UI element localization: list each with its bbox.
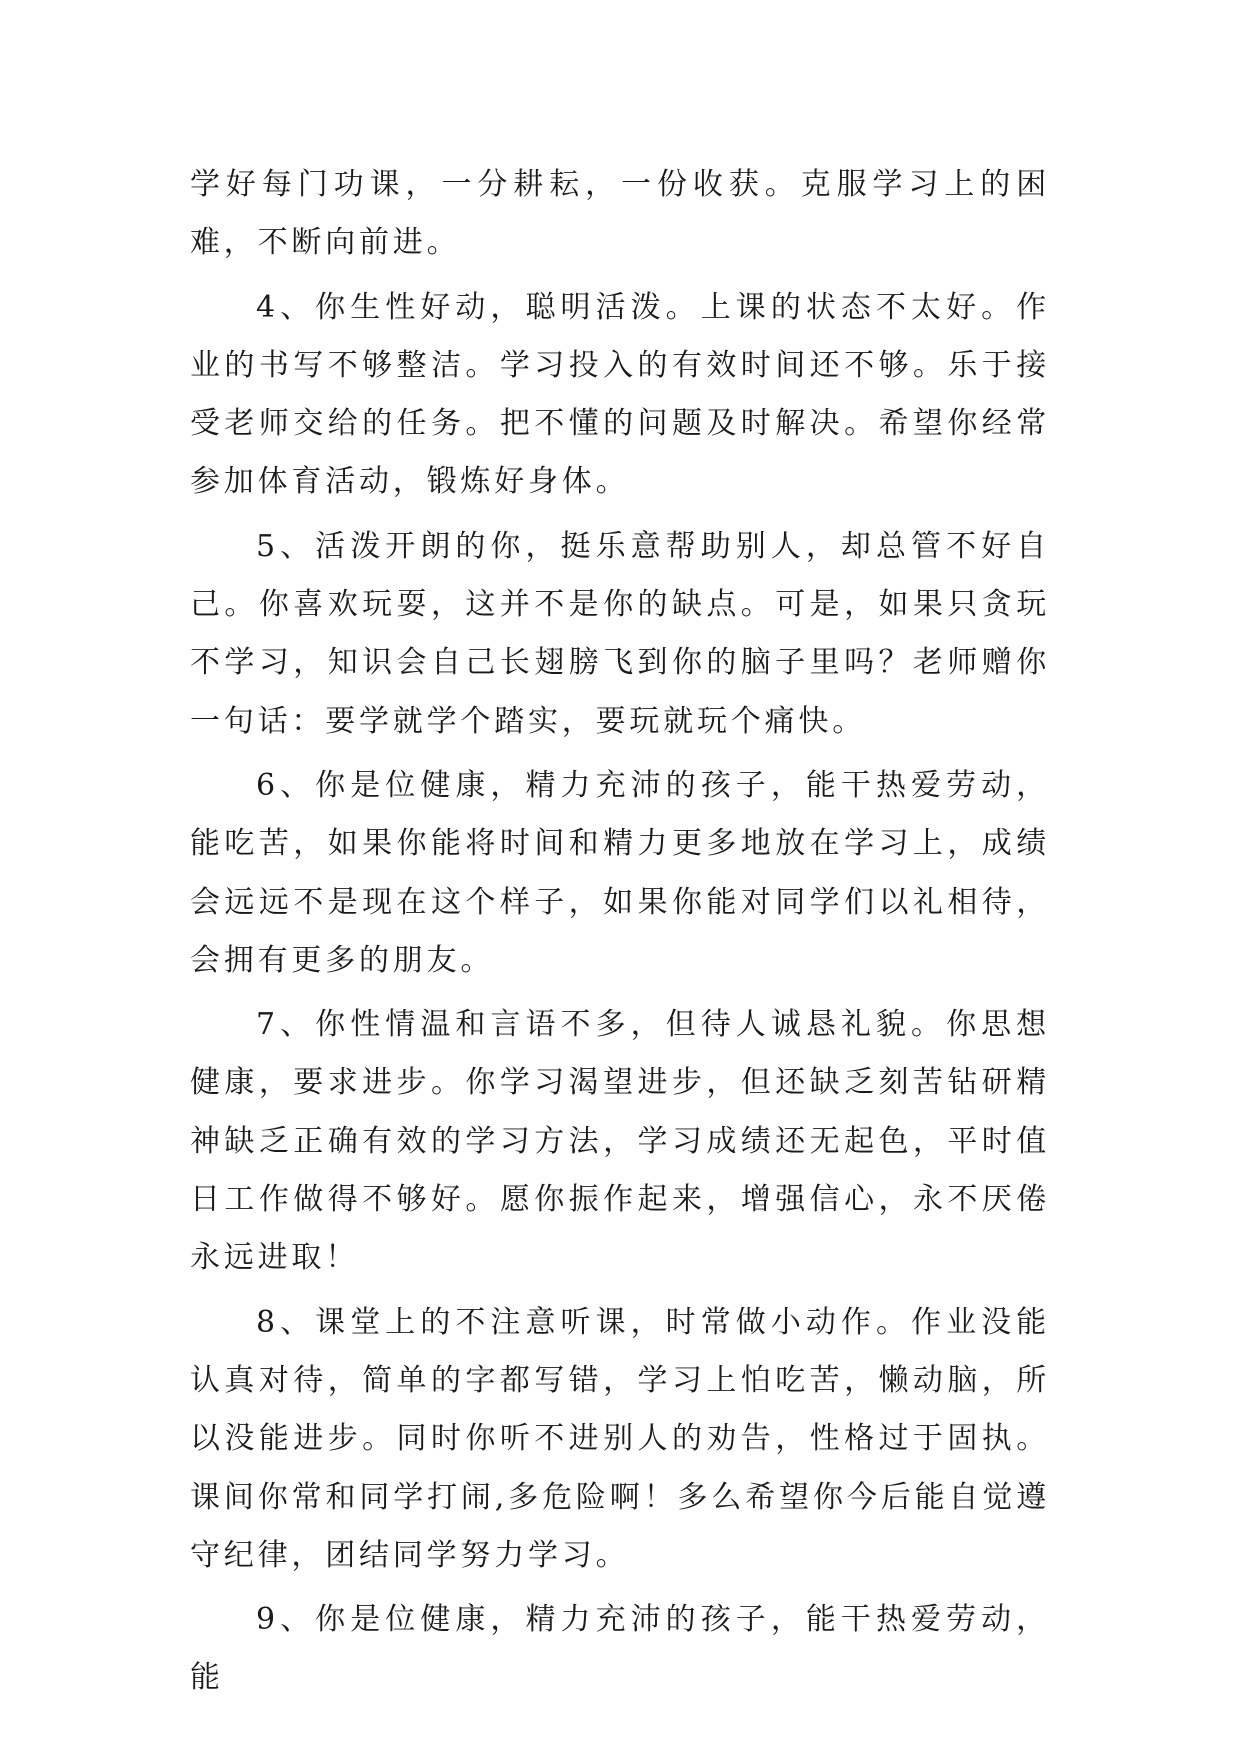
paragraph-comment-7: 7、你性情温和言语不多，但待人诚恳礼貌。你思想健康，要求进步。你学习渴望进步，但还缺乏刻苦钻研精神缺乏正确有效的学习方法，学习成绩还无起色，平时值日工作做得不够好。愿你振作起来，增强信心，永不厌倦永远进取！ [190, 1007, 1050, 1276]
paragraph-comment-6: 6、你是位健康，精力充沛的孩子，能干热爱劳动，能吃苦，如果你能将时间和精力更多地放在学习上，成绩会远远不是现在这个样子，如果你能对同学们以礼相待，会拥有更多的朋友。 [190, 767, 1050, 978]
paragraph-comment-8: 8、课堂上的不注意听课，时常做小动作。作业没能认真对待，简单的字都写错，学习上怕吃苦，懒动脑，所以没能进步。同时你听不进别人的劝告，性格过于固执。课间你常和同学打闹,多危险啊！多么希望你今后能自觉遵守纪律，团结同学努力学习。 [190, 1304, 1050, 1573]
document-body [190, 156, 1050, 1714]
paragraph-comment-9: 9、你是位健康，精力充沛的孩子，能干热爱劳动，能 [190, 1602, 1050, 1696]
paragraph-comment-5: 5、活泼开朗的你，挺乐意帮助别人，却总管不好自己。你喜欢玩耍，这并不是你的缺点。可是，如果只贪玩不学习，知识会自己长翅膀飞到你的脑子里吗？老师赠你一句话：要学就学个踏实，要玩就玩个痛快。 [190, 528, 1050, 739]
paragraph-comment-4: 4、你生性好动，聪明活泼。上课的状态不太好。作业的书写不够整洁。学习投入的有效时间还不够。乐于接受老师交给的任务。把不懂的问题及时解决。希望你经常参加体育活动，锻炼好身体。 [190, 289, 1050, 500]
paragraph-continuation: 学好每门功课，一分耕耘，一份收获。克服学习上的困难，不断向前进。 [190, 167, 1050, 261]
